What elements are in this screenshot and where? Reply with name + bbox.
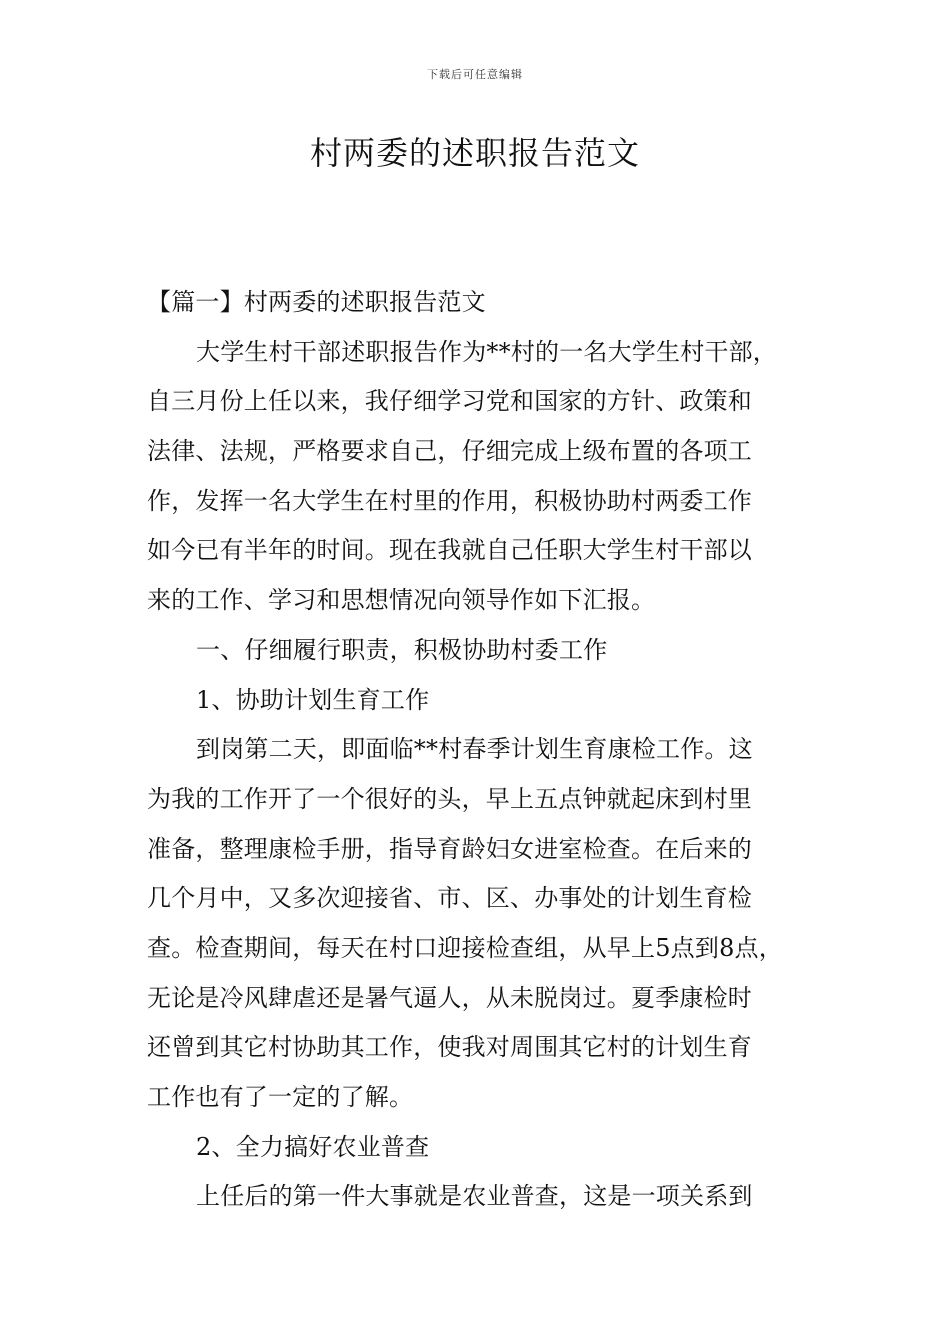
section-heading: 【篇一】村两委的述职报告范文	[147, 288, 486, 316]
paragraph-line: 一、仔细履行职责，积极协助村委工作	[196, 635, 608, 664]
paragraph-line: 如今已有半年的时间。现在我就自己任职大学生村干部以	[147, 536, 752, 565]
paragraph-line: 工作也有了一定的了解。	[147, 1083, 414, 1111]
paragraph-line: 无论是冷风肆虐还是暑气逼人，从未脱岗过。夏季康检时	[147, 983, 752, 1012]
paragraph-line: 法律、法规，严格要求自己，仔细完成上级布置的各项工	[147, 437, 752, 466]
paragraph-line: 到岗第二天，即面临**村春季计划生育康检工作。这	[196, 735, 753, 764]
paragraph-line: 查。检查期间，每天在村口迎接检查组，从早上5点到8点，	[147, 933, 783, 962]
paragraph-line: 几个月中，又多次迎接省、市、区、办事处的计划生育检	[147, 884, 752, 913]
document-title: 村两委的述职报告范文	[309, 134, 640, 172]
paragraph-line: 大学生村干部述职报告作为**村的一名大学生村干部，	[196, 337, 777, 366]
paragraph-line: 上任后的第一件大事就是农业普查，这是一项关系到	[196, 1182, 753, 1211]
paragraph-line: 为我的工作开了一个很好的头，早上五点钟就起床到村里	[147, 784, 752, 813]
header-note: 下载后可任意编辑	[427, 68, 523, 81]
paragraph-line: 自三月份上任以来，我仔细学习党和国家的方针、政策和	[147, 387, 752, 416]
paragraph-line: 2、全力搞好农业普查	[196, 1132, 430, 1161]
paragraph-line: 1、协助计划生育工作	[196, 685, 430, 714]
paragraph-line: 准备，整理康检手册，指导育龄妇女进室检查。在后来的	[147, 834, 752, 863]
document-body	[147, 278, 817, 1222]
paragraph-line: 还曾到其它村协助其工作，使我对周围其它村的计划生育	[147, 1033, 752, 1062]
paragraph-line: 作，发挥一名大学生在村里的作用，积极协助村两委工作	[147, 486, 752, 515]
paragraph-line: 来的工作、学习和思想情况向领导作如下汇报。	[147, 586, 656, 615]
